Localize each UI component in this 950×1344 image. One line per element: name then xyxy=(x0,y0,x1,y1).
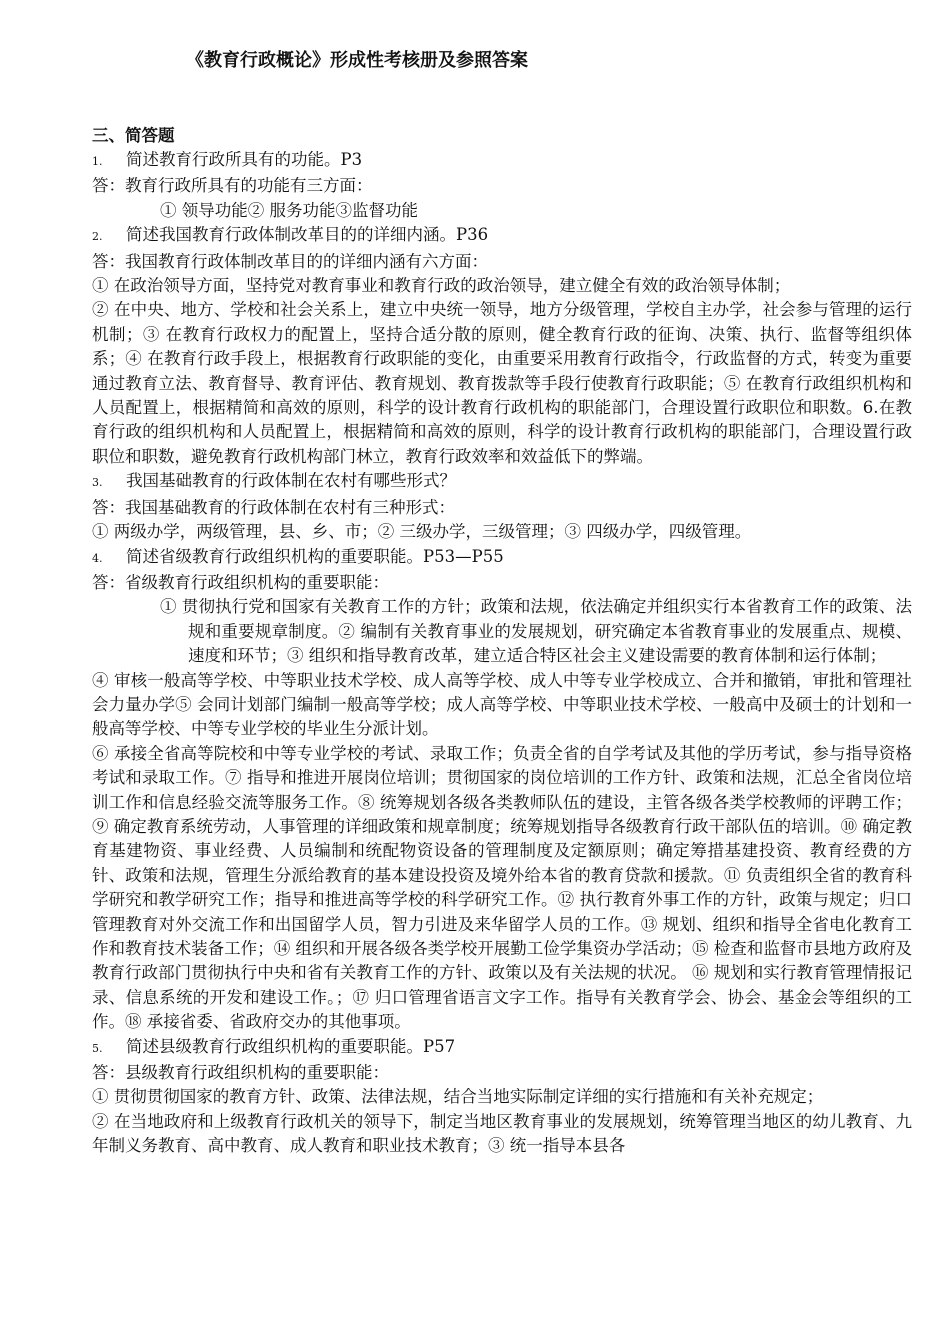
answer-4-paragraph-2: ④ 审核一般高等学校、中等职业技术学校、成人高等学校、成人中等专业学校成立、合并和撤销，审批和管理社会力量办学⑤ 会同计划部门编制一般高等学校；成人高等学校、中等职业技术学校、一般高中及硕士的计划和一般高等学校、中等专业学校的毕业生分派计划。 xyxy=(92,670,912,739)
answer-2-paragraph-1: ① 在政治领导方面，坚持党对教育事业和教育行政的政治领导，建立健全有效的政治领导体制； xyxy=(92,276,791,296)
answer-5-paragraph-1: ① 贯彻贯彻国家的教育方针、政策、法律法规，结合当地实际制定详细的实行措施和有关补充规定； xyxy=(92,1087,824,1107)
question-text: 简述我国教育行政体制改革目的的详细内涵。P36 xyxy=(126,225,489,245)
answer-4-intro: 答：省级教育行政组织机构的重要职能： xyxy=(92,572,389,592)
question-text: 简述省级教育行政组织机构的重要职能。P53—P55 xyxy=(126,546,504,566)
question-1 xyxy=(92,148,912,174)
document-title: 《教育行政概论》形成性考核册及参照答案 xyxy=(186,50,528,71)
question-text: 我国基础教育的行政体制在农村有哪些形式？ xyxy=(126,471,456,491)
answer-1-points: ① 领导功能② 服务功能③监督功能 xyxy=(160,200,418,220)
question-4 xyxy=(92,545,912,571)
answer-5-intro: 答：县级教育行政组织机构的重要职能： xyxy=(92,1063,389,1083)
answer-3-paragraph-1: ① 两级办学，两级管理，县、乡、市；② 三级办学，三级管理；③ 四级办学，四级管理。 xyxy=(92,522,752,542)
question-number: 5. xyxy=(92,1041,103,1055)
question-3 xyxy=(92,469,912,495)
answer-4-paragraph-3: ⑥ 承接全省高等院校和中等专业学校的考试、录取工作；负责全省的自学考试及其他的学历考试，参与指导资格考试和录取工作。⑦ 指导和推进开展岗位培训；贯彻国家的岗位培训的工作方针、政策和法规，汇总全省岗位培训工作和信息经验交流等服务工作。⑧ 统筹规划各级各类教师队伍的建设，主管各级各类学校教师的评聘工作；⑨ 确定教育系统劳动，人事管理的详细政策和规章制度；统筹规划指导各级教育行政干部队伍的培训。⑩ 确定教育基建物资、事业经费、人员编制和统配物资设备的管理制度及定额原则；确定筹措基建投资、教育经费的方针、政策和法规，管理生分派给教育的基本建设投资及境外给本省的教育贷款和援款。⑪ 负责组织全省的教育科学研究和教学研究工作；指导和推进高等学校的科学研究工作。⑫ 执行教育外事工作的方针，政策与规定；归口管理教育对外交流工作和出国留学人员，智力引进及来华留学人员的工作。⑬ 规划、组织和指导全省电化教育工作和教育技术装备工作；⑭ 组织和开展各级各类学校开展勤工俭学集资办学活动；⑮ 检查和监督市县地方政府及教育行政部门贯彻执行中央和省有关教育工作的方针、政策以及有关法规的状况。 ⑯ 规划和实行教育管理情报记录、信息系统的开发和建设工作。；⑰ 归口管理省语言文字工作。指导有关教育学会、协会、基金会等组织的工作。⑱ 承接省委、省政府交办的其他事项。 xyxy=(92,743,912,1032)
answer-3-intro: 答：我国基础教育的行政体制在农村有三种形式： xyxy=(92,497,455,517)
answer-4-paragraph-1: ① 贯彻执行党和国家有关教育工作的方针；政策和法规，依法确定并组织实行本省教育工作的政策、法规和重要规章制度。② 编制有关教育事业的发展规划，研究确定本省教育事业的发展重点、规模、速度和环节；③ 组织和指导教育改革，建立适合特区社会主义建设需要的教育体制和运行体制； xyxy=(160,597,912,666)
answer-5-paragraph-2: ② 在当地政府和上级教育行政机关的领导下，制定当地区教育事业的发展规划，统筹管理当地区的幼儿教育、九年制义务教育、高中教育、成人教育和职业技术教育；③ 统一指导本县各 xyxy=(92,1111,912,1156)
question-number: 4. xyxy=(92,551,103,565)
answer-1-intro: 答：教育行政所具有的功能有三方面： xyxy=(92,176,373,196)
question-number: 1. xyxy=(92,155,103,168)
question-5 xyxy=(92,1035,912,1061)
question-number: 2. xyxy=(92,230,103,244)
question-2 xyxy=(92,223,912,249)
question-number: 3. xyxy=(92,476,103,490)
question-text: 简述教育行政所具有的功能。P3 xyxy=(126,150,363,169)
answer-2-paragraph-2: ② 在中央、地方、学校和社会关系上，建立中央统一领导，地方分级管理，学校自主办学，社会参与管理的运行机制；③ 在教育行政权力的配置上，坚持合适分散的原则，健全教育行政的征询、决策、执行、监督等组织体系；④ 在教育行政手段上，根据教育行政职能的变化，由重要采用教育行政指令，行政监督的方式，转变为重要通过教育立法、教育督导、教育评估、教育规划、教育拨款等手段行使教育行政职能；⑤ 在教育行政组织机构和人员配置上，根据精简和高效的原则，科学的设计教育行政机构的职能部门，合理设置行政职位和职数。6.在教育行政的组织机构和人员配置上，根据精简和高效的原则，科学的设计教育行政机构的职能部门，合理设置行政职位和职数，避免教育行政机构部门林立，教育行政效率和效益低下的弊端。 xyxy=(92,300,912,466)
section-heading: 三、简答题 xyxy=(92,126,175,145)
question-text: 简述县级教育行政组织机构的重要职能。P57 xyxy=(126,1036,456,1056)
answer-2-intro: 答：我国教育行政体制改革目的的详细内涵有六方面： xyxy=(92,251,488,271)
document-body xyxy=(92,148,912,1159)
